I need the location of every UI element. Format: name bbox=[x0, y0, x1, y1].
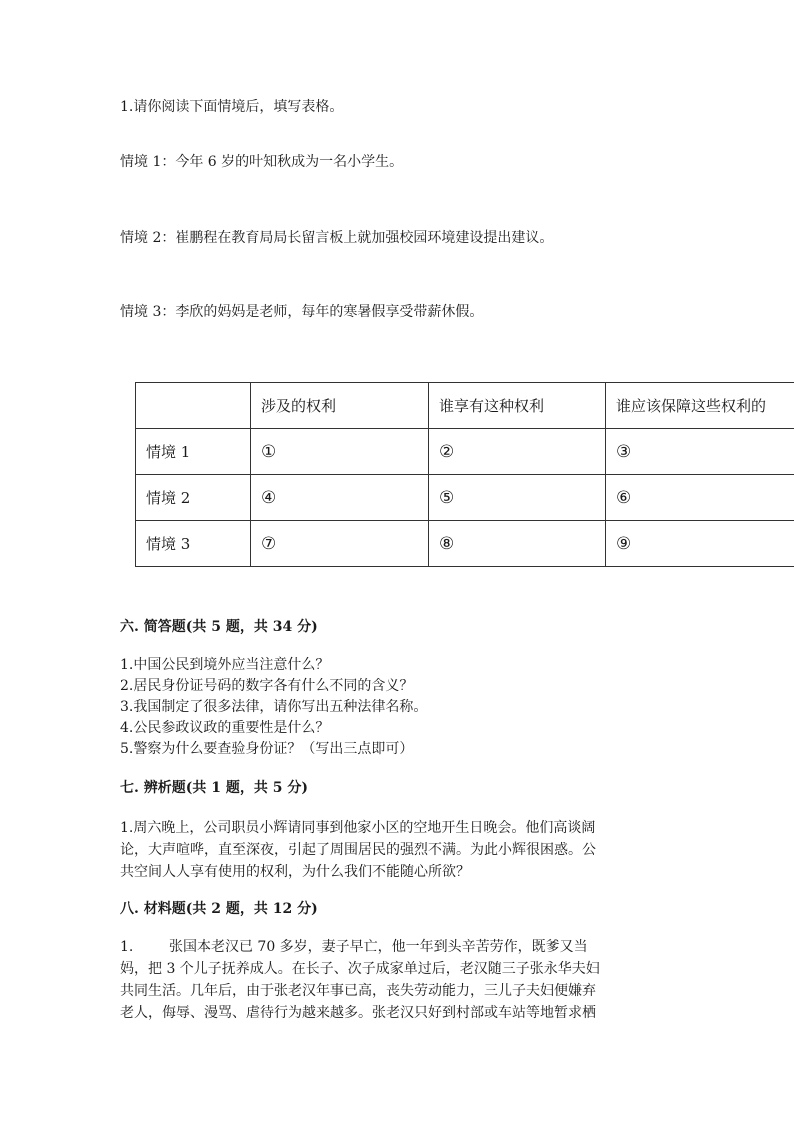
table-header-cell bbox=[136, 383, 251, 429]
section-8-title: 八. 材料题(共 2 题，共 12 分) bbox=[120, 901, 318, 917]
answer-cell: ⑦ bbox=[251, 521, 429, 567]
list-item: 3.我国制定了很多法律，请你写出五种法律名称。 bbox=[120, 699, 428, 715]
row-label: 情境 3 bbox=[136, 521, 251, 567]
section-7-question bbox=[120, 817, 670, 883]
list-item: 2.居民身份证号码的数字各有什么不同的含义？ bbox=[120, 678, 414, 694]
table-row bbox=[136, 429, 794, 475]
scenario-1: 情境 1：今年 6 岁的叶知秋成为一名小学生。 bbox=[120, 154, 404, 170]
list-item: 1.中国公民到境外应当注意什么？ bbox=[120, 657, 330, 673]
answer-cell: ⑥ bbox=[606, 475, 794, 521]
answer-cell: ⑤ bbox=[429, 475, 606, 521]
section-8-question bbox=[120, 936, 670, 1024]
paragraph-line: 1.周六晚上，公司职员小辉请同事到他家小区的空地开生日晚会。他们高谈阔 bbox=[120, 820, 596, 836]
table-header-cell: 谁应该保障这些权利的 bbox=[606, 383, 794, 429]
scenario-3: 情境 3：李欣的妈妈是老师，每年的寒暑假享受带薪休假。 bbox=[120, 304, 484, 320]
table-header-cell: 谁享有这种权利 bbox=[429, 383, 606, 429]
section-6-list bbox=[120, 655, 427, 760]
rights-table bbox=[135, 382, 794, 567]
table-header-row bbox=[136, 383, 794, 429]
paragraph-line: 共同生活。几年后，由于张老汉年事已高，丧失劳动能力，三儿子夫妇便嫌弃 bbox=[120, 983, 596, 999]
answer-cell: ⑧ bbox=[429, 521, 606, 567]
list-item: 5.警察为什么要查验身份证？（写出三点即可） bbox=[120, 741, 414, 757]
row-label: 情境 1 bbox=[136, 429, 251, 475]
paragraph-line: 老人，侮辱、漫骂、虐待行为越来越多。张老汉只好到村部或车站等地暂求栖 bbox=[120, 1005, 596, 1021]
paragraph-line: 妈，把 3 个儿子抚养成人。在长子、次子成家单过后，老汉随三子张永华夫妇 bbox=[120, 961, 600, 977]
paragraph-line: 论，大声喧哗，直至深夜，引起了周围居民的强烈不满。为此小辉很困惑。公 bbox=[120, 842, 596, 858]
answer-cell: ② bbox=[429, 429, 606, 475]
section-6-title: 六. 简答题(共 5 题，共 34 分) bbox=[120, 619, 318, 635]
section-7-title: 七. 辨析题(共 1 题，共 5 分) bbox=[120, 780, 308, 796]
answer-cell: ③ bbox=[606, 429, 794, 475]
answer-cell: ④ bbox=[251, 475, 429, 521]
answer-cell: ⑨ bbox=[606, 521, 794, 567]
table-header-cell: 涉及的权利 bbox=[251, 383, 429, 429]
scenario-2: 情境 2：崔鹏程在教育局局长留言板上就加强校园环境建设提出建议。 bbox=[120, 230, 554, 246]
row-label: 情境 2 bbox=[136, 475, 251, 521]
answer-cell: ① bbox=[251, 429, 429, 475]
table-row bbox=[136, 475, 794, 521]
table-row bbox=[136, 521, 794, 567]
paragraph-line: 共空间人人享有使用的权利，为什么我们不能随心所欲？ bbox=[120, 864, 470, 880]
paragraph-line: 1. 张国本老汉已 70 多岁，妻子早亡，他一年到头辛苦劳作，既爹又当 bbox=[120, 939, 588, 955]
question-1-intro: 1.请你阅读下面情境后，填写表格。 bbox=[120, 99, 344, 115]
list-item: 4.公民参政议政的重要性是什么？ bbox=[120, 720, 330, 736]
